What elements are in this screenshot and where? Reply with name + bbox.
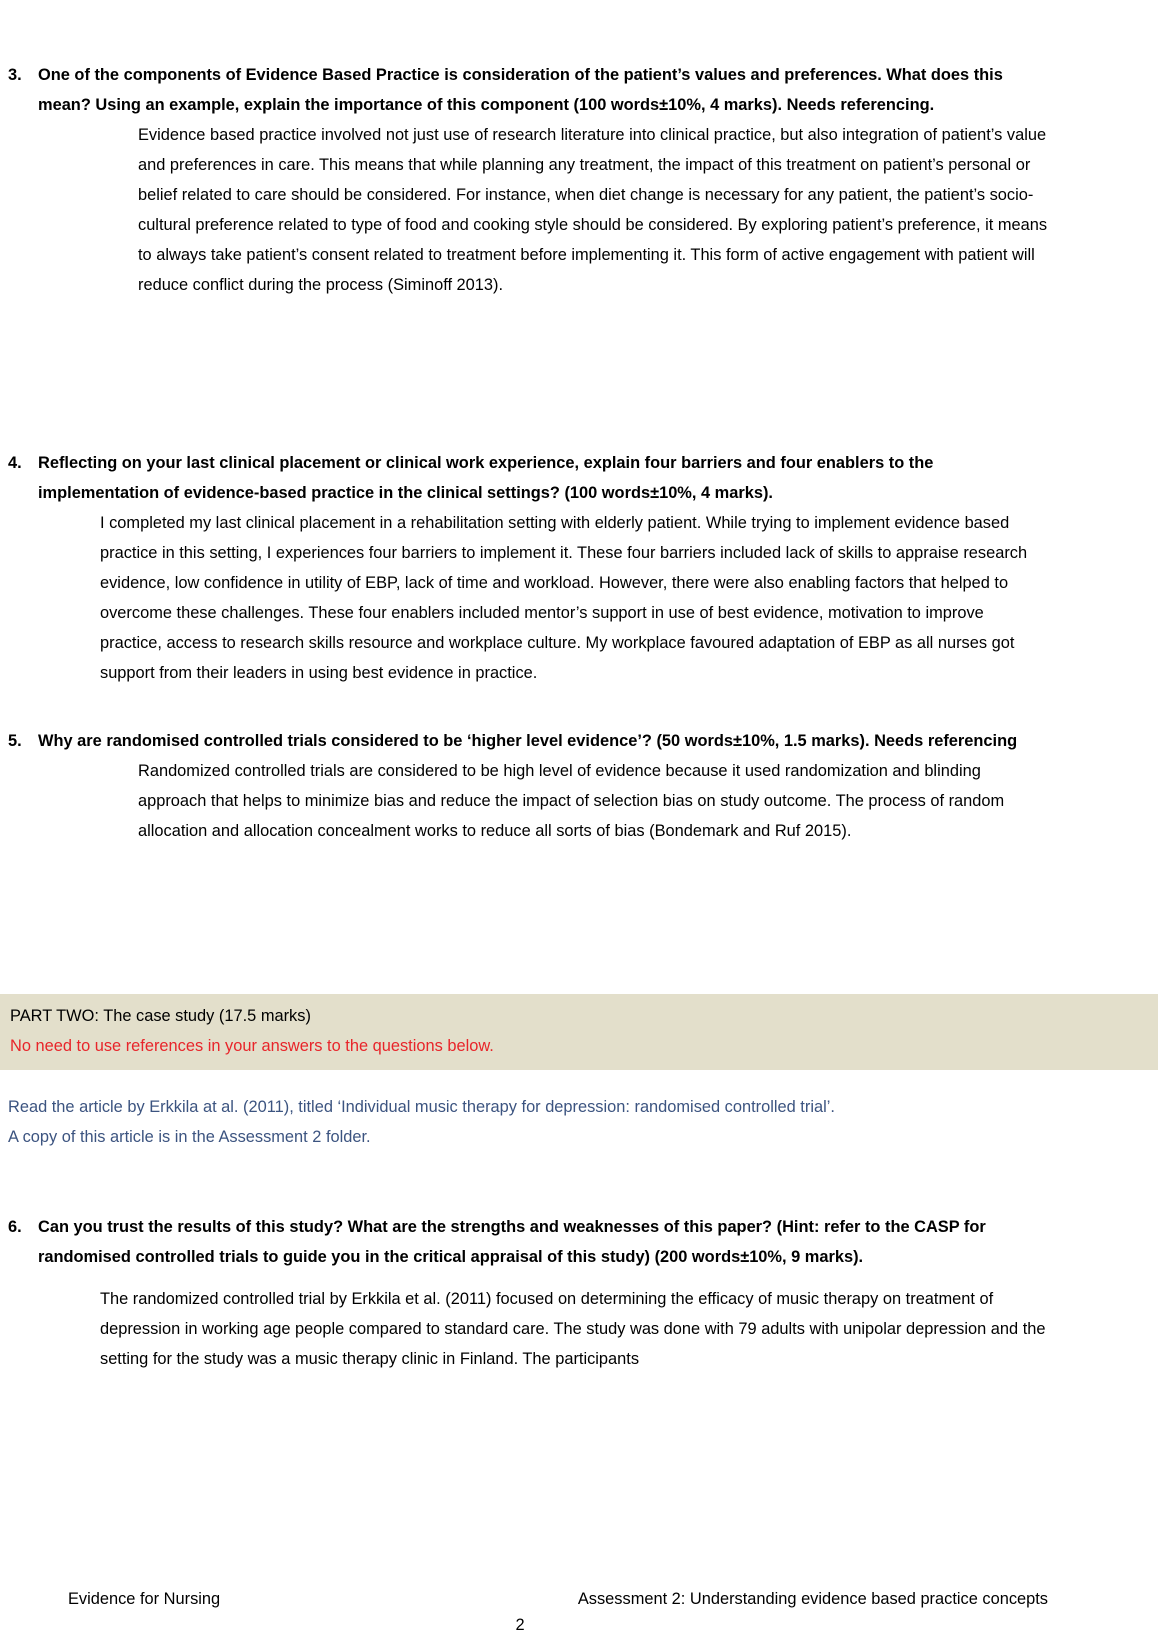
question-6-number: 6. [8, 1218, 22, 1236]
part-two-highlight-box [0, 994, 1158, 1070]
part-two-heading: PART TWO: The case study (17.5 marks) [10, 1007, 311, 1025]
question-4-answer: I completed my last clinical placement in a rehabilitation setting with elderly patient. While trying to implement evidence based practice in this setting, I experiences four barriers to implement it. These four barriers included lack of skills to appraise research evidence, low confidence in utility of EBP, lack of time and workload. However, there were also enabling factors that helped to overcome these challenges. These four enablers included mentor’s support in use of best evidence, motivation to improve practice, access to research skills resource and workplace culture. My workplace favoured adaptation of EBP as all nurses got support from their leaders in using best evidence in practice. [100, 514, 1028, 682]
gap-after-q6-prompt [0, 1272, 1158, 1284]
top-margin-spacer [0, 0, 1158, 60]
question-3-prompt: One of the components of Evidence Based Practice is consideration of the patient’s values and preferences. What does this mean? Using an example, explain the importance of this component (100 words±10%, 4 marks). Needs referencing. [38, 66, 1003, 114]
question-5-answer: Randomized controlled trials are considered to be high level of evidence because it used randomization and blinding approach that helps to minimize bias and reduce the impact of selection bias on study outcome. The process of random allocation and allocation concealment works to reduce all sorts of bias (Bondemark and Ruf 2015). [138, 762, 1005, 840]
gap-after-part-two-box [0, 1070, 1158, 1092]
footer-right-text: Assessment 2: Understanding evidence based practice concepts [577, 1590, 1048, 1608]
question-6-prompt: Can you trust the results of this study? What are the strengths and weaknesses of this paper? (Hint: refer to the CASP for randomised controlled trials to guide you in the critical appraisal of this study) (200 words±10%, 9 marks). [38, 1218, 986, 1266]
part-two-reference-note: No need to use references in your answers to the questions below. [10, 1037, 494, 1055]
question-5-prompt: Why are randomised controlled trials considered to be ‘higher level evidence’? (50 words±10%, 1.5 marks). Needs referencing [38, 732, 1018, 750]
gap-before-part-two [0, 846, 1158, 994]
footer-row [0, 1586, 1158, 1612]
question-6 [0, 1212, 1158, 1272]
question-4-number: 4. [8, 454, 22, 472]
page-footer [0, 1586, 1158, 1638]
article-note [8, 1092, 1158, 1152]
article-note-line-1: Read the article by Erkkila at al. (2011), titled ‘Individual music therapy for depression: randomised controlled trial’. [8, 1098, 835, 1116]
gap-after-q3 [0, 300, 1158, 448]
question-5 [0, 726, 1158, 756]
question-3 [0, 60, 1158, 120]
gap-before-q6 [0, 1152, 1158, 1212]
question-4 [0, 448, 1158, 508]
article-note-line-2: A copy of this article is in the Assessment 2 folder. [8, 1128, 371, 1146]
question-6-answer: The randomized controlled trial by Erkkila et al. (2011) focused on determining the efficacy of music therapy on treatment of depression in working age people compared to standard care. The study was done with 79 adults with unipolar depression and the setting for the study was a music therapy clinic in Finland. The participants [100, 1290, 1046, 1368]
question-5-number: 5. [8, 732, 22, 750]
question-3-number: 3. [8, 66, 22, 84]
question-3-answer: Evidence based practice involved not just use of research literature into clinical practice, but also integration of patient’s value and preferences in care. This means that while planning any treatment, the impact of this treatment on patient’s personal or belief related to care should be considered. For instance, when diet change is necessary for any patient, the patient’s socio-cultural preference related to type of food and cooking style should be considered. By exploring patient’s preference, it means to always take patient’s consent related to treatment before implementing it. This form of active engagement with patient will reduce conflict during the process (Siminoff 2013). [138, 126, 1048, 294]
question-4-prompt: Reflecting on your last clinical placement or clinical work experience, explain four barriers and four enablers to the implementation of evidence-based practice in the clinical settings? (100 words±10%, 4 marks). [38, 454, 934, 502]
footer-left-text: Evidence for Nursing [68, 1590, 221, 1608]
gap-after-q4 [0, 688, 1158, 726]
page-number: 2 [515, 1616, 525, 1634]
